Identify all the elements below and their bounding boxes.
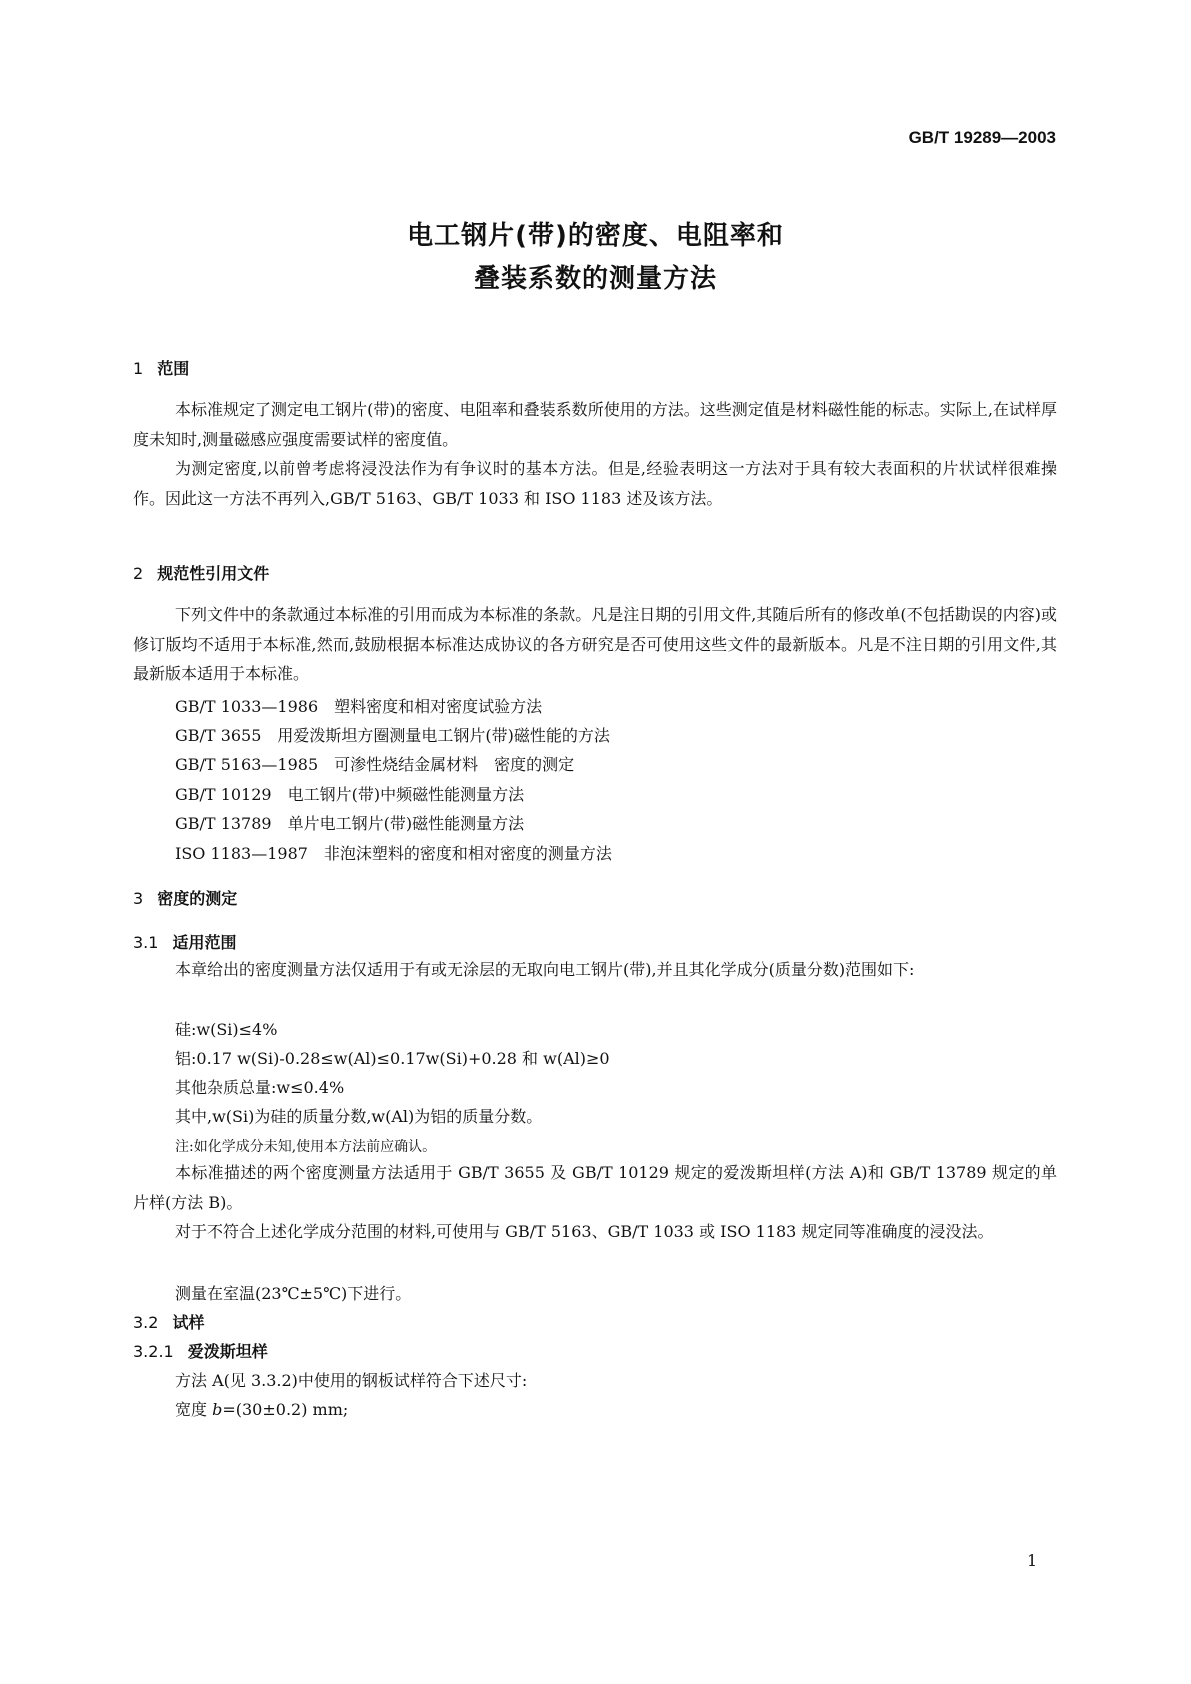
reference-title: 可渗性烧结金属材料 密度的测定 bbox=[334, 755, 575, 774]
width-label: 宽度 bbox=[175, 1400, 213, 1419]
standard-code: GB/T 19289—2003 bbox=[908, 128, 1056, 147]
reference-code: GB/T 1033—1986 bbox=[175, 697, 319, 716]
section-number: 1 bbox=[133, 359, 144, 378]
measurement-temperature: 测量在室温(23℃±5℃)下进行。 bbox=[175, 1284, 412, 1303]
section-number: 3.1 bbox=[133, 933, 159, 952]
section-title: 密度的测定 bbox=[157, 889, 238, 908]
reference-code: GB/T 5163—1985 bbox=[175, 755, 319, 774]
reference-title: 塑料密度和相对密度试验方法 bbox=[334, 697, 543, 716]
section-3-1-heading bbox=[133, 930, 236, 953]
section-2-paragraph-1: 下列文件中的条款通过本标准的引用而成为本标准的条款。凡是注日期的引用文件,其随后所有的修改单(不包括勘误的内容)或修订版均不适用于本标准,然而,鼓励根据本标准达成协议的各方研究是否可使用这些文件的最新版本。凡是不注日期的引用文件,其最新版本适用于本标准。 bbox=[133, 605, 1057, 683]
section-number: 3.2 bbox=[133, 1313, 159, 1332]
section-1-paragraph-2: 为测定密度,以前曾考虑将浸没法作为有争议时的基本方法。但是,经验表明这一方法对于具有较大表面积的片状试样很难操作。因此这一方法不再列入,GB/T 5163、GB/T 1033 和 ISO 1183 述及该方法。 bbox=[133, 459, 1057, 508]
section-number: 2 bbox=[133, 564, 144, 583]
reference-item bbox=[175, 694, 542, 717]
section-3-1-paragraph-2: 本标准描述的两个密度测量方法适用于 GB/T 3655 及 GB/T 10129 规定的爱泼斯坦样(方法 A)和 GB/T 13789 规定的单片样(方法 B)。 bbox=[133, 1163, 1057, 1212]
section-title: 试样 bbox=[172, 1313, 205, 1332]
section-3-2-heading bbox=[133, 1310, 204, 1333]
reference-item bbox=[175, 782, 524, 805]
reference-item bbox=[175, 723, 610, 746]
section-title: 爱泼斯坦样 bbox=[187, 1342, 268, 1361]
document-title-line-2: 叠装系数的测量方法 bbox=[473, 264, 717, 294]
sample-width bbox=[175, 1397, 348, 1420]
reference-item bbox=[175, 752, 574, 775]
reference-code: ISO 1183—1987 bbox=[175, 844, 308, 863]
reference-code: GB/T 3655 bbox=[175, 726, 262, 745]
page-number: 1 bbox=[1027, 1551, 1038, 1570]
section-3-heading bbox=[133, 886, 237, 909]
reference-item bbox=[175, 811, 524, 834]
section-3-1-paragraph-1: 本章给出的密度测量方法仅适用于有或无涂层的无取向电工钢片(带),并且其化学成分(质量分数)范围如下: bbox=[175, 960, 915, 979]
section-title: 范围 bbox=[157, 359, 190, 378]
document-title-line-1: 电工钢片(带)的密度、电阻率和 bbox=[407, 221, 784, 251]
impurity-range: 其他杂质总量:w≤0.4% bbox=[175, 1078, 345, 1097]
reference-title: 单片电工钢片(带)磁性能测量方法 bbox=[287, 814, 525, 833]
reference-code: GB/T 13789 bbox=[175, 814, 272, 833]
reference-title: 用爱泼斯坦方圈测量电工钢片(带)磁性能的方法 bbox=[277, 726, 610, 745]
width-variable: b bbox=[212, 1400, 223, 1419]
reference-code: GB/T 10129 bbox=[175, 785, 272, 804]
aluminium-range: 铝:0.17 w(Si)-0.28≤w(Al)≤0.17w(Si)+0.28 和 w(Al)≥0 bbox=[175, 1049, 610, 1068]
reference-title: 非泡沫塑料的密度和相对密度的测量方法 bbox=[323, 844, 612, 863]
epstein-sample-intro: 方法 A(见 3.3.2)中使用的钢板试样符合下述尺寸: bbox=[175, 1371, 528, 1390]
section-3-1-paragraph-3: 对于不符合上述化学成分范围的材料,可使用与 GB/T 5163、GB/T 1033 或 ISO 1183 规定同等准确度的浸没法。 bbox=[175, 1222, 994, 1241]
section-2-heading bbox=[133, 561, 269, 584]
note: 注:如化学成分未知,使用本方法前应确认。 bbox=[175, 1139, 437, 1155]
silicon-range: 硅:w(Si)≤4% bbox=[175, 1020, 278, 1039]
reference-item bbox=[175, 841, 612, 864]
reference-title: 电工钢片(带)中频磁性能测量方法 bbox=[287, 785, 525, 804]
section-1-heading bbox=[133, 356, 189, 379]
section-3-2-1-heading bbox=[133, 1339, 268, 1362]
section-number: 3.2.1 bbox=[133, 1342, 174, 1361]
section-1-paragraph-1: 本标准规定了测定电工钢片(带)的密度、电阻率和叠装系数所使用的方法。这些测定值是材料磁性能的标志。实际上,在试样厚度未知时,测量磁感应强度需要试样的密度值。 bbox=[133, 400, 1057, 449]
section-title: 适用范围 bbox=[172, 933, 237, 952]
section-title: 规范性引用文件 bbox=[157, 564, 270, 583]
width-value: =(30±0.2) mm; bbox=[222, 1400, 349, 1419]
mass-fraction-definition: 其中,w(Si)为硅的质量分数,w(Al)为铝的质量分数。 bbox=[175, 1107, 543, 1126]
section-number: 3 bbox=[133, 889, 144, 908]
